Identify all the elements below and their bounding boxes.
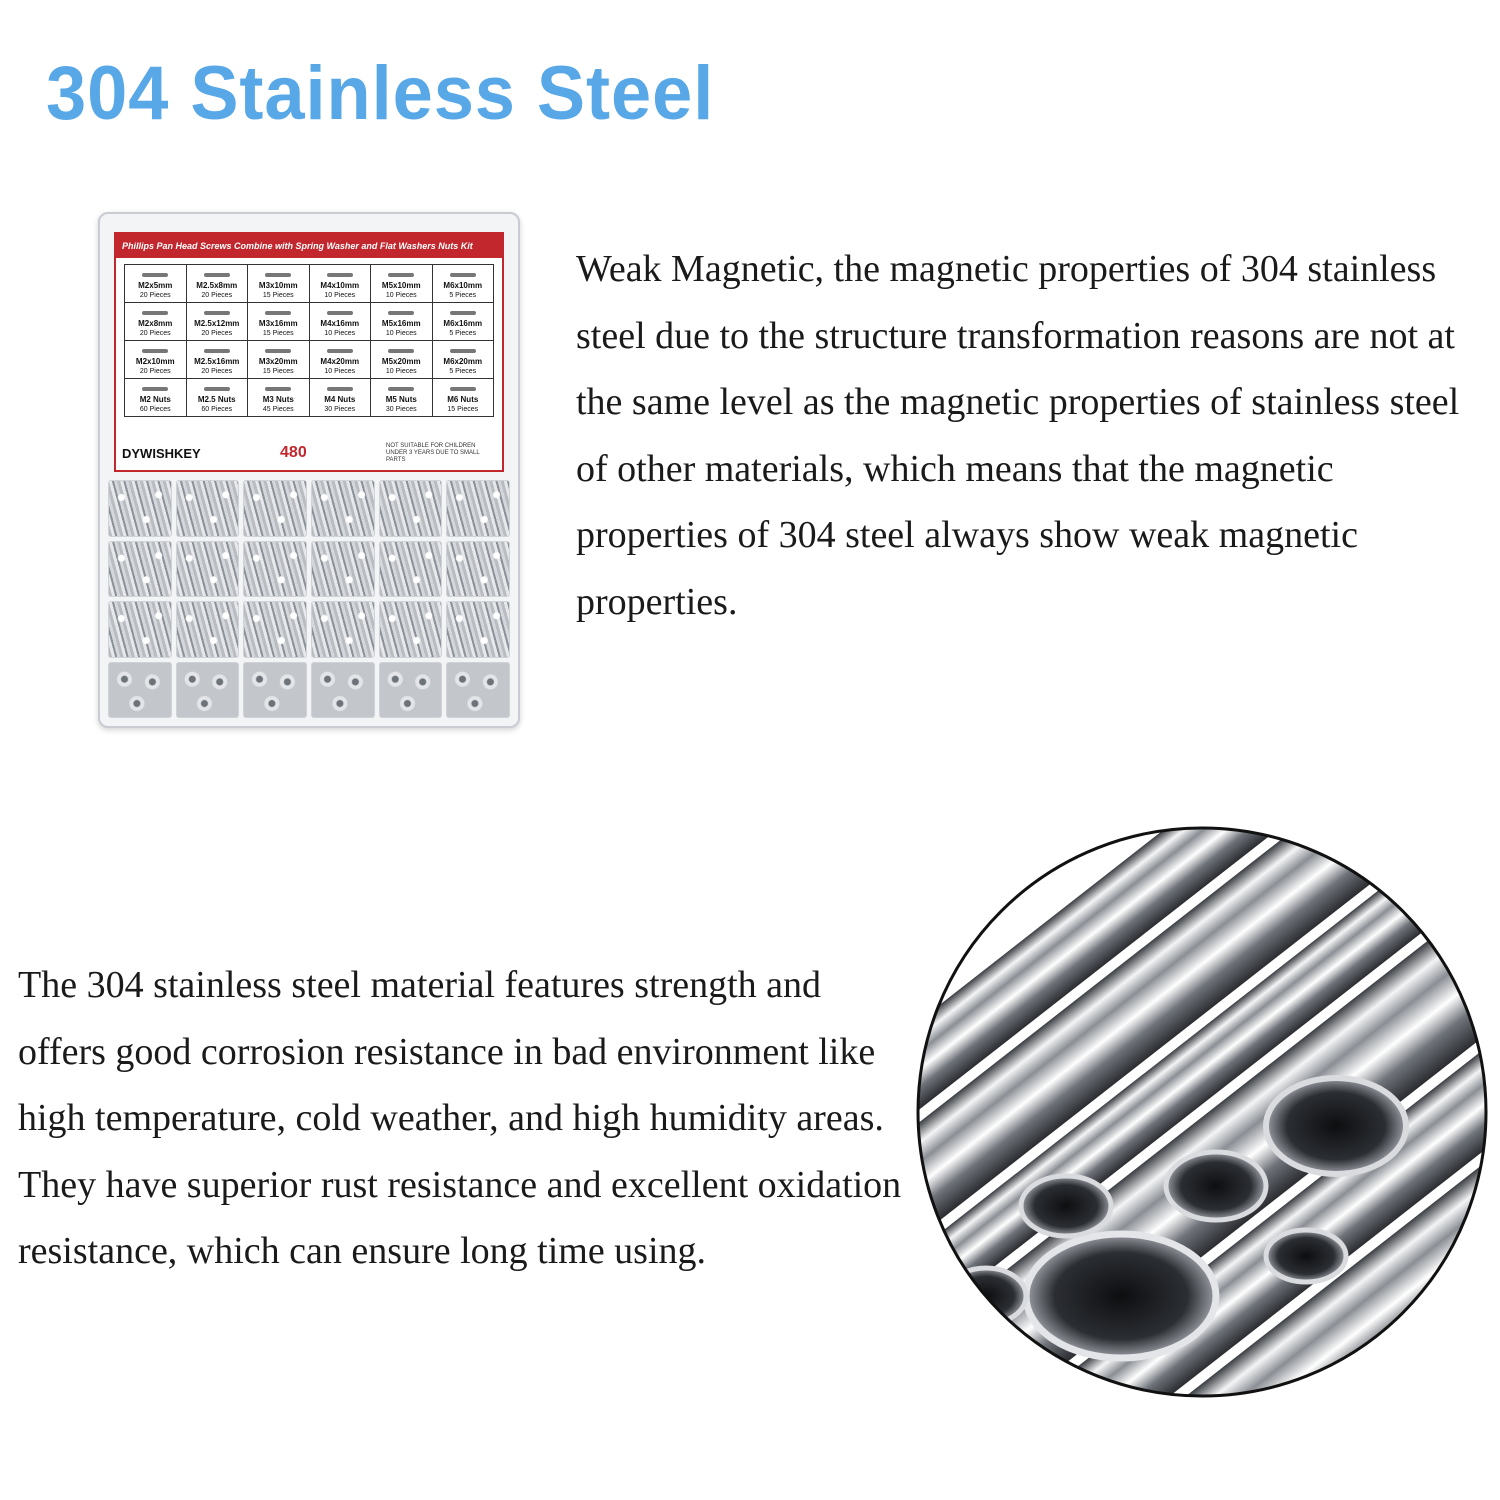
screw-icon	[388, 349, 414, 353]
screw-icon	[265, 387, 291, 391]
kit-size-label: M3x16mm	[258, 319, 298, 328]
kit-size-label: M2 Nuts	[139, 395, 171, 404]
tray-compartment	[176, 541, 240, 598]
kit-qty-label: 60 Pieces	[201, 406, 233, 413]
screw-icon	[142, 349, 168, 353]
kit-size-cell	[371, 303, 433, 341]
kit-size-label: M5x10mm	[381, 281, 421, 290]
kit-size-cell	[310, 379, 372, 417]
kit-size-cell	[187, 303, 249, 341]
kit-size-label: M2x8mm	[138, 319, 173, 328]
kit-size-cell	[187, 341, 249, 379]
kit-size-cell	[187, 265, 249, 303]
kit-qty-label: 20 Pieces	[201, 330, 233, 337]
kit-size-label: M2.5x12mm	[194, 319, 240, 328]
screw-icon	[388, 387, 414, 391]
kit-size-cell	[433, 379, 495, 417]
kit-qty-label: 15 Pieces	[262, 330, 294, 337]
kit-size-cell	[248, 341, 310, 379]
kit-size-label: M5x20mm	[381, 357, 421, 366]
screw-icon	[142, 273, 168, 277]
kit-size-label: M4 Nuts	[324, 395, 356, 404]
kit-size-cell	[248, 379, 310, 417]
kit-size-label: M6x10mm	[443, 281, 483, 290]
tray-compartment	[243, 662, 307, 719]
tray-compartment	[108, 662, 172, 719]
kit-size-cell	[187, 379, 249, 417]
kit-size-label: M2x5mm	[138, 281, 173, 290]
screw-icon	[450, 349, 476, 353]
kit-size-label: M6 Nuts	[447, 395, 479, 404]
kit-size-label: M4x16mm	[320, 319, 360, 328]
tray-compartment	[379, 541, 443, 598]
kit-piece-count: 480	[280, 444, 307, 461]
screw-icon	[204, 273, 230, 277]
screw-icon	[327, 387, 353, 391]
screw-icon	[204, 349, 230, 353]
screw-icon	[327, 273, 353, 277]
kit-qty-label: 20 Pieces	[139, 330, 171, 337]
kit-size-cell	[248, 303, 310, 341]
screw-icon	[265, 311, 291, 315]
screw-icon	[450, 273, 476, 277]
kit-size-cell	[310, 341, 372, 379]
kit-size-label: M2x10mm	[135, 357, 175, 366]
tray-compartment	[446, 601, 510, 658]
tray-compartment	[379, 601, 443, 658]
screw-icon	[327, 311, 353, 315]
tray-compartment	[108, 541, 172, 598]
tray-compartment	[311, 480, 375, 537]
kit-qty-label: 20 Pieces	[139, 292, 171, 299]
tray-compartment	[108, 480, 172, 537]
kit-size-label: M4x10mm	[320, 281, 360, 290]
kit-qty-label: 15 Pieces	[262, 368, 294, 375]
kit-qty-label: 15 Pieces	[262, 292, 294, 299]
screw-icon	[450, 387, 476, 391]
kit-size-label: M2.5 Nuts	[197, 395, 236, 404]
screw-icon	[388, 273, 414, 277]
screw-icon	[388, 311, 414, 315]
kit-qty-label: 10 Pieces	[324, 368, 356, 375]
kit-size-cell	[433, 303, 495, 341]
kit-size-cell	[310, 265, 372, 303]
screw-kit-product-image	[98, 212, 520, 728]
kit-qty-label: 5 Pieces	[449, 330, 477, 337]
kit-qty-label: 5 Pieces	[449, 292, 477, 299]
kit-qty-label: 30 Pieces	[324, 406, 356, 413]
kit-size-label: M3x20mm	[258, 357, 298, 366]
kit-qty-label: 20 Pieces	[201, 292, 233, 299]
kit-warning: NOT SUITABLE FOR CHILDREN UNDER 3 YEARS DUE TO SMALL PARTS	[386, 442, 480, 463]
kit-size-label: M5x16mm	[381, 319, 421, 328]
kit-qty-label: 30 Pieces	[385, 406, 417, 413]
kit-size-cell	[433, 265, 495, 303]
kit-qty-label: 10 Pieces	[324, 330, 356, 337]
kit-size-cell	[371, 341, 433, 379]
kit-size-cell	[371, 265, 433, 303]
tray-compartment	[446, 480, 510, 537]
tray-compartment	[446, 662, 510, 719]
tray-compartment	[311, 662, 375, 719]
kit-size-label: M3x10mm	[258, 281, 298, 290]
kit-lid-label	[114, 232, 504, 472]
kit-brand: DYWISHKEY	[122, 445, 201, 461]
tray-compartment	[176, 480, 240, 537]
kit-size-label: M4x20mm	[320, 357, 360, 366]
kit-size-label: M2.5x16mm	[194, 357, 240, 366]
kit-size-label: M6x16mm	[443, 319, 483, 328]
kit-lid-title: Phillips Pan Head Screws Combine with Spring Washer and Flat Washers Nuts Kit	[116, 234, 502, 258]
kit-qty-label: 5 Pieces	[449, 368, 477, 375]
page-heading: 304 Stainless Steel	[46, 51, 715, 136]
kit-qty-label: 60 Pieces	[139, 406, 171, 413]
kit-size-grid	[124, 264, 494, 417]
kit-size-label: M6x20mm	[443, 357, 483, 366]
kit-size-cell	[248, 265, 310, 303]
kit-size-cell	[433, 341, 495, 379]
kit-size-label: M2.5x8mm	[196, 281, 238, 290]
magnetic-description: Weak Magnetic, the magnetic properties of 304 stainless steel due to the structure transformation reasons are not at the same level as the magnetic properties of stainless steel of other materials, which means that the magnetic properties of 304 steel always show weak magnetic properties.	[576, 248, 1460, 623]
kit-tray-compartments	[108, 480, 510, 718]
tray-compartment	[243, 541, 307, 598]
screw-icon	[142, 387, 168, 391]
tray-compartment	[108, 601, 172, 658]
tray-compartment	[176, 662, 240, 719]
tray-compartment	[311, 541, 375, 598]
tray-compartment	[176, 601, 240, 658]
kit-qty-label: 10 Pieces	[385, 368, 417, 375]
screw-icon	[204, 311, 230, 315]
screw-icon	[450, 311, 476, 315]
kit-qty-label: 45 Pieces	[262, 406, 294, 413]
kit-qty-label: 10 Pieces	[385, 292, 417, 299]
screw-icon	[265, 273, 291, 277]
kit-size-cell	[125, 341, 187, 379]
tray-compartment	[243, 480, 307, 537]
kit-size-label: M3 Nuts	[262, 395, 294, 404]
kit-size-label: M5 Nuts	[385, 395, 417, 404]
kit-qty-label: 10 Pieces	[324, 292, 356, 299]
kit-size-cell	[310, 303, 372, 341]
tray-compartment	[446, 541, 510, 598]
tray-compartment	[311, 601, 375, 658]
kit-qty-label: 10 Pieces	[385, 330, 417, 337]
kit-size-cell	[125, 303, 187, 341]
kit-size-cell	[371, 379, 433, 417]
stainless-pipes-photo	[916, 826, 1488, 1398]
screw-icon	[204, 387, 230, 391]
kit-lid-footer	[122, 442, 496, 464]
kit-size-cell	[125, 265, 187, 303]
corrosion-description: The 304 stainless steel material features strength and offers good corrosion resistance in bad environment like high temperature, cold weather, and high humidity areas. They have superior rust resistance and excellent oxidation resistance, which can ensure long time using.	[18, 964, 902, 1272]
tray-compartment	[379, 662, 443, 719]
screw-icon	[265, 349, 291, 353]
kit-qty-label: 20 Pieces	[201, 368, 233, 375]
kit-qty-label: 20 Pieces	[139, 368, 171, 375]
tray-compartment	[243, 601, 307, 658]
tray-compartment	[379, 480, 443, 537]
kit-size-cell	[125, 379, 187, 417]
screw-icon	[327, 349, 353, 353]
kit-qty-label: 15 Pieces	[447, 406, 479, 413]
screw-icon	[142, 311, 168, 315]
